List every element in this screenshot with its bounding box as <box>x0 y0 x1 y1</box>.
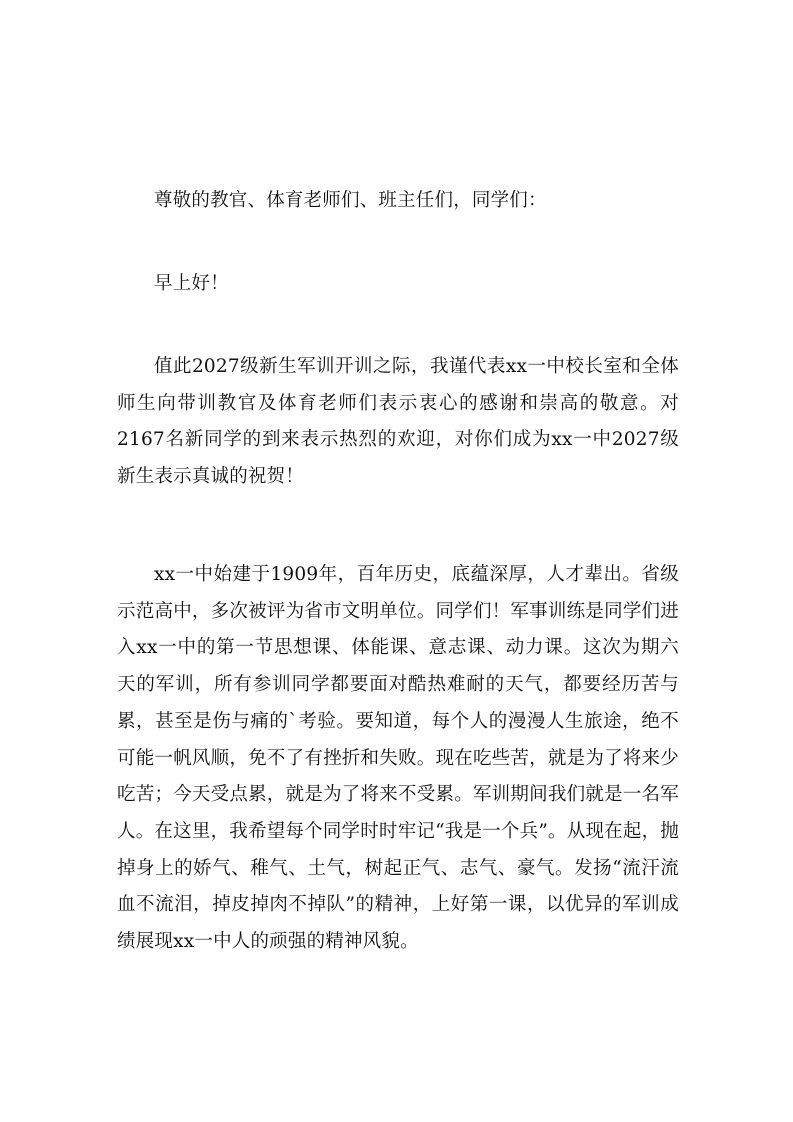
paragraph-history: xx一中始建于1909年，百年历史，底蕴深厚，人才辈出。省级示范高中，多次被评为省市文明单位。同学们！军事训练是同学们进入xx一中的第一节思想课、体能课、意志课、动力课。这次为期六天的军训，所有参训同学都要面对酷热难耐的天气，都要经历苦与累，甚至是伤与痛的`考验。要知道，每个人的漫漫人生旅途，绝不可能一帆风顺，免不了有挫折和失败。现在吃些苦，就是为了将来少吃苦；今天受点累，就是为了将来不受累。军训期间我们就是一名军人。在这里，我希望每个同学时时牢记“我是一个兵”。从现在起，抛掉身上的娇气、稚气、土气，树起正气、志气、豪气。发扬“流汗流血不流泪，掉皮掉肉不掉队”的精神，上好第一课，以优异的军训成绩展现xx一中人的顽强的精神风貌。 <box>117 564 679 953</box>
paragraph-welcome: 值此2027级新生军训开训之际，我谨代表xx一中校长室和全体师生向带训教官及体育老师们表示衷心的感谢和崇高的敬意。对2167名新同学的到来表示热烈的欢迎，对你们成为xx一中2027级新生表示真诚的祝贺！ <box>117 356 679 488</box>
salutation: 尊敬的教官、体育老师们、班主任们，同学们： <box>154 190 547 211</box>
morning-greeting: 早上好！ <box>154 273 229 294</box>
